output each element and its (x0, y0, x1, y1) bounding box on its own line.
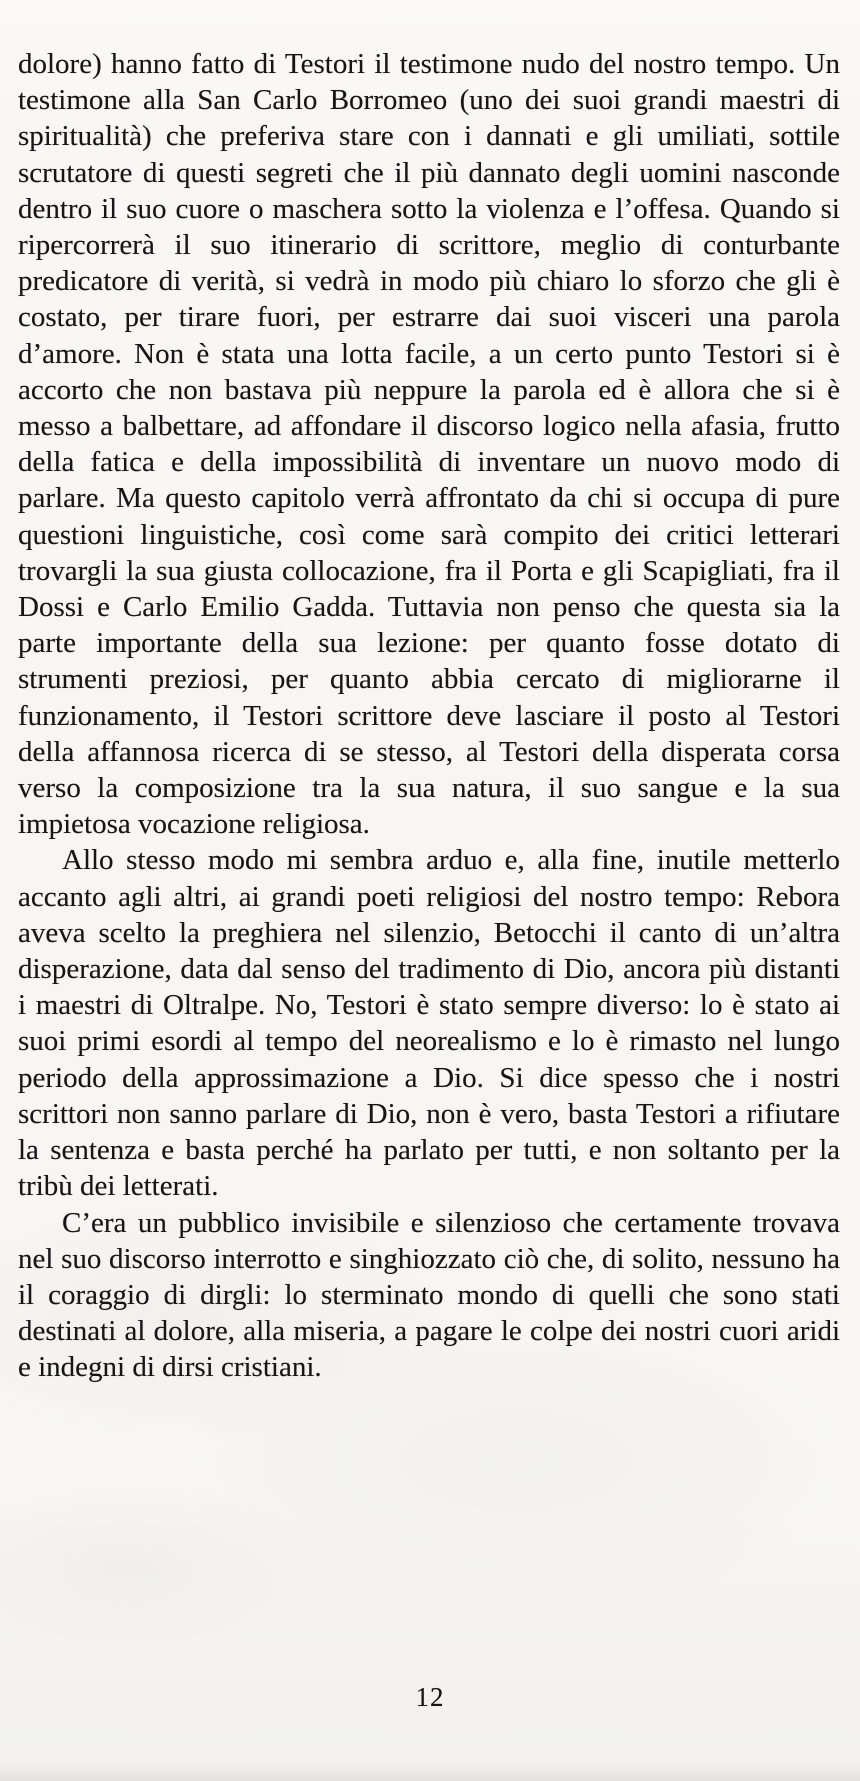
paragraph: Allo stesso modo mi sembra arduo e, alla fine, inutile metterlo accanto agli altri, ai grandi poeti religiosi del nostro tempo: Rebora aveva scelto la preghiera nel silenzio, Betocchi il canto di un’altra disperazione, data dal senso del tradimento di Dio, ancora più distanti i maestri di Oltralpe. No, Testori è stato sempre diverso: lo è stato ai suoi primi esordi al tempo del neorealismo e lo è rimasto nel lungo periodo della approssimazione a Dio. Si dice spesso che i nostri scrittori non sanno parlare di Dio, non è vero, basta Testori a rifiutare la sentenza e basta perché ha parlato per tutti, e non soltanto per la tribù dei letterati. (18, 844, 840, 1203)
page-text-block (18, 46, 840, 1386)
paragraph: C’era un pubblico invisibile e silenzioso che certamente trovava nel suo discorso interrotto e singhiozzato ciò che, di solito, nessuno ha il coraggio di dirgli: lo sterminato mondo di quelli che sono stati destinati al dolore, alla miseria, a pagare le colpe dei nostri cuori aridi e indegni di dirsi cristiani. (18, 1206, 840, 1384)
page-number: 12 (415, 1682, 445, 1712)
paragraph-continuation: dolore) hanno fatto di Testori il testimone nudo del nostro tempo. Un testimone alla San Carlo Borromeo (uno dei suoi grandi maestri di spiritualità) che preferiva stare con i dannati e gli umiliati, sottile scrutatore di questi segreti che il più dannato degli uomini nasconde dentro il suo cuore o maschera sotto la violenza e l’offesa. Quando si ripercorrerà il suo itinerario di scrittore, meglio di conturbante predicatore di verità, si vedrà in modo più chiaro lo sforzo che gli è costato, per tirare fuori, per estrarre dai suoi visceri una parola d’amore. Non è stata una lotta facile, a un certo punto Testori si è accorto che non bastava più neppure la parola ed è allora che si è messo a balbettare, ad affondare il discorso logico nella afasia, frutto della fatica e della impossibilità di inventare un nuovo modo di parlare. Ma questo capitolo verrà affrontato da chi si occupa di pure questioni linguistiche, così come sarà compito dei critici letterari trovargli la sua giusta collocazione, fra il Porta e gli Scapigliati, fra il Dossi e Carlo Emilio Gadda. Tuttavia non penso che questa sia la parte importante della sua lezione: per quanto fosse dotato di strumenti preziosi, per quanto abbia cercato di migliorarne il funzionamento, il Testori scrittore deve lasciare il posto al Testori della affannosa ricerca di se stesso, al Testori della disperata corsa verso la composizione tra la sua natura, il suo sangue e la sua impietosa vocazione religiosa. (18, 48, 840, 841)
